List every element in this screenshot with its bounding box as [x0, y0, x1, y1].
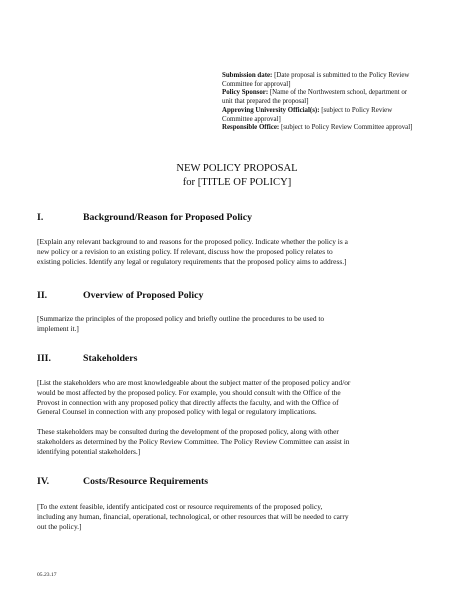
section-paragraph-background	[37, 237, 443, 266]
paragraph-line: out the policy.]	[37, 521, 82, 531]
paragraph-line: including any human, financial, operational, technological, or other resources that will be needed to carry	[37, 511, 349, 521]
approving-official-text: [subject to Policy Review	[319, 106, 393, 114]
submission-metadata	[222, 72, 452, 133]
policy-sponsor-line-1	[222, 89, 452, 98]
section-paragraph-stakeholders-2	[37, 427, 443, 456]
section-number: II.	[37, 290, 48, 301]
section-number: I.	[37, 212, 44, 223]
paragraph-line: identifying potential stakeholders.]	[37, 446, 141, 456]
policy-sponsor-line-2: unit that prepared the proposal]	[222, 98, 309, 106]
section-title: Costs/Resource Requirements	[83, 476, 209, 487]
paragraph-line: implement it.]	[37, 323, 79, 333]
section-number: IV.	[37, 476, 50, 487]
approving-official-label: Approving University Official(s):	[222, 106, 320, 114]
section-title: Stakeholders	[83, 353, 138, 364]
section-paragraph-costs	[37, 502, 443, 531]
responsible-office-text: [subject to Policy Review Committee approval]	[279, 124, 413, 132]
section-number: III.	[37, 353, 51, 364]
submission-date-line-1	[222, 72, 452, 81]
policy-sponsor-label: Policy Sponsor:	[222, 89, 269, 97]
responsible-office-label: Responsible Office:	[222, 124, 280, 132]
title-line-1: NEW POLICY PROPOSAL	[176, 163, 298, 174]
approving-official-line-2: Committee approval]	[222, 115, 281, 123]
paragraph-line: [Explain any relevant background to and reasons for the proposed policy. Indicate whether the policy is a	[37, 237, 348, 246]
paragraph-line: stakeholders as determined by the Policy Review Committee. The Policy Review Committee can assist in	[37, 436, 350, 446]
submission-date-text: [Date proposal is submitted to the Policy Review	[272, 72, 410, 79]
section-heading-overview	[37, 290, 203, 302]
section-paragraph-overview	[37, 314, 443, 334]
document-title	[0, 162, 474, 189]
paragraph-line: new policy or a revision to an existing policy. If relevant, discuss how the proposed policy relates to	[37, 246, 333, 256]
paragraph-line: General Counsel in connection with any proposed policy with legal or regulatory implications.	[37, 407, 317, 417]
title-line-2: for [TITLE OF POLICY]	[182, 176, 292, 188]
paragraph-line: [List the stakeholders who are most knowledgeable about the subject matter of the proposed policy and/or	[37, 378, 351, 387]
paragraph-line: [To the extent feasible, identify anticipated cost or resource requirements of the proposed policy,	[37, 502, 323, 511]
section-heading-stakeholders	[37, 353, 137, 365]
section-heading-costs	[37, 476, 208, 488]
paragraph-line: Provost in connection with any proposed policy that directly affects the faculty, and with the Office of	[37, 397, 339, 407]
section-heading-background	[37, 212, 252, 224]
paragraph-line: would be most affected by the proposed policy. For example, you should consult with the Office of the	[37, 387, 341, 397]
submission-date-label: Submission date:	[222, 72, 273, 79]
policy-sponsor-text: [Name of the Northwestern school, department or	[268, 89, 408, 97]
approving-official-line-1	[222, 107, 452, 116]
paragraph-line: existing policies. Identify any legal or regulatory requirements that the proposed policy aims to address.]	[37, 256, 347, 266]
footer-date-code: 05.23.17	[37, 572, 57, 578]
paragraph-line: [Summarize the principles of the proposed policy and briefly outline the procedures to be used to	[37, 314, 325, 323]
section-paragraph-stakeholders-1	[37, 378, 443, 417]
responsible-office-line	[222, 124, 452, 133]
submission-date-line-2: Committee for approval]	[222, 80, 291, 88]
paragraph-line: These stakeholders may be consulted during the development of the proposed policy, along with other	[37, 427, 339, 436]
section-title: Overview of Proposed Policy	[83, 290, 204, 301]
section-title: Background/Reason for Proposed Policy	[83, 212, 253, 223]
